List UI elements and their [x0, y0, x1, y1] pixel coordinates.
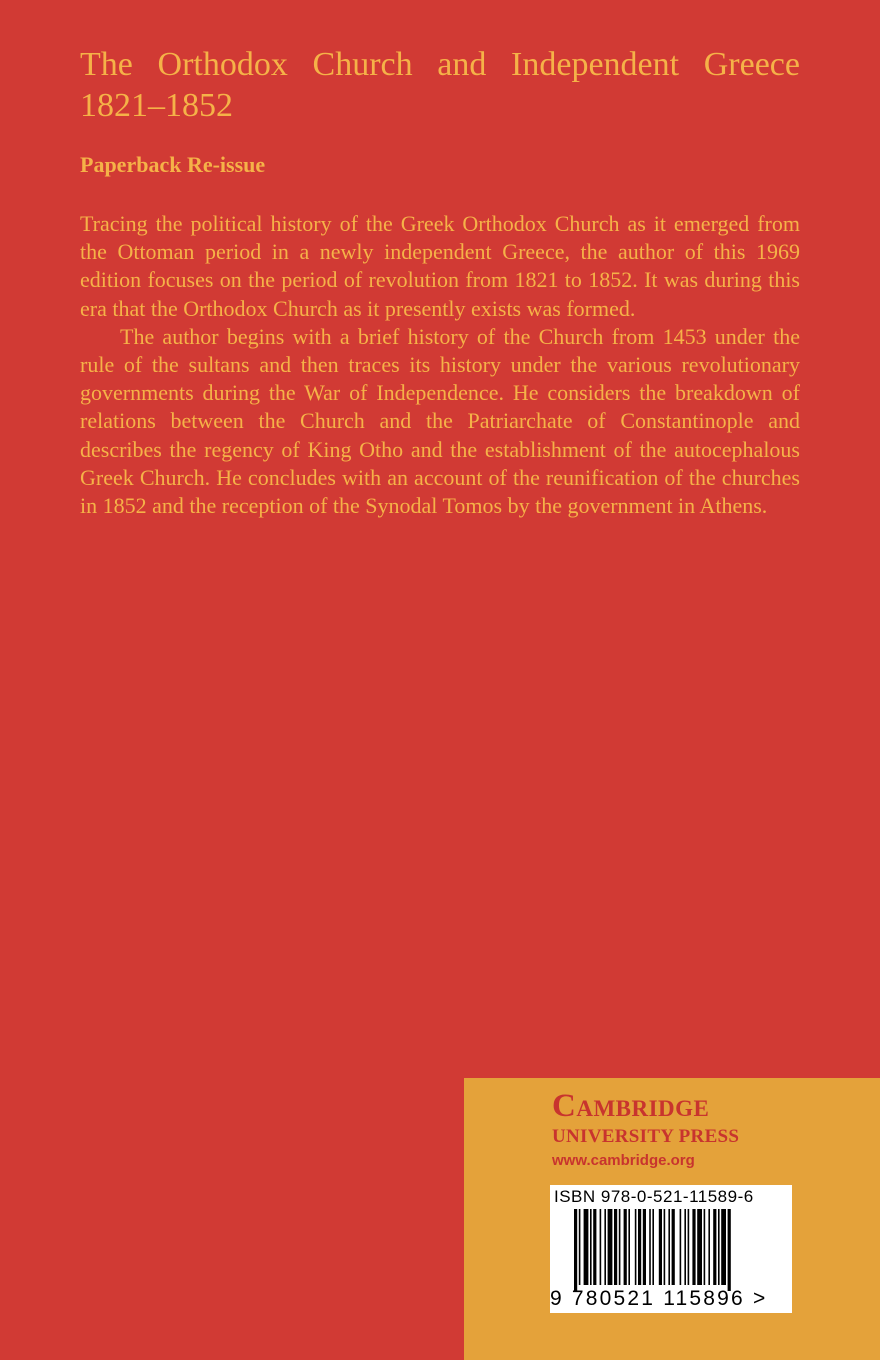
book-description: [80, 210, 800, 520]
book-title-years: 1821–1852: [80, 87, 233, 124]
publisher-press: UNIVERSITY PRESS: [552, 1126, 740, 1147]
isbn-barcode: [550, 1185, 792, 1313]
publisher-panel: [464, 1078, 880, 1360]
description-paragraph-1: Tracing the political history of the Greek Orthodox Church as it emerged from the Ottoman period in a newly independent Greece, the author of this 1969 edition focuses on the period of revolution from 1821 to 1852. It was during this era that the Orthodox Church as it presently exists was formed.: [80, 211, 800, 321]
description-paragraph-2: The author begins with a brief history of the Church from 1453 under the rule of the sultans and then traces its history under the various revolutionary governments during the War of Independence. He considers the breakdown of relations between the Church and the Patriarchate of Constantinople and describes the regency of King Otho and the establishment of the autocephalous Greek Church. He concludes with an account of the reunification of the churches in 1852 and the reception of the Synodal Tomos by the government in Athens.: [80, 323, 800, 519]
publisher-name: Cambridge: [552, 1088, 710, 1124]
book-title-line1: The Orthodox Church and Independent Greece: [80, 46, 800, 83]
barcode-digits: 9 780521 115896 >: [550, 1287, 768, 1310]
edition-subtitle: Paperback Re-issue: [80, 152, 266, 177]
isbn-label: ISBN 978-0-521-11589-6: [554, 1187, 754, 1206]
publisher-url: www.cambridge.org: [552, 1152, 695, 1169]
